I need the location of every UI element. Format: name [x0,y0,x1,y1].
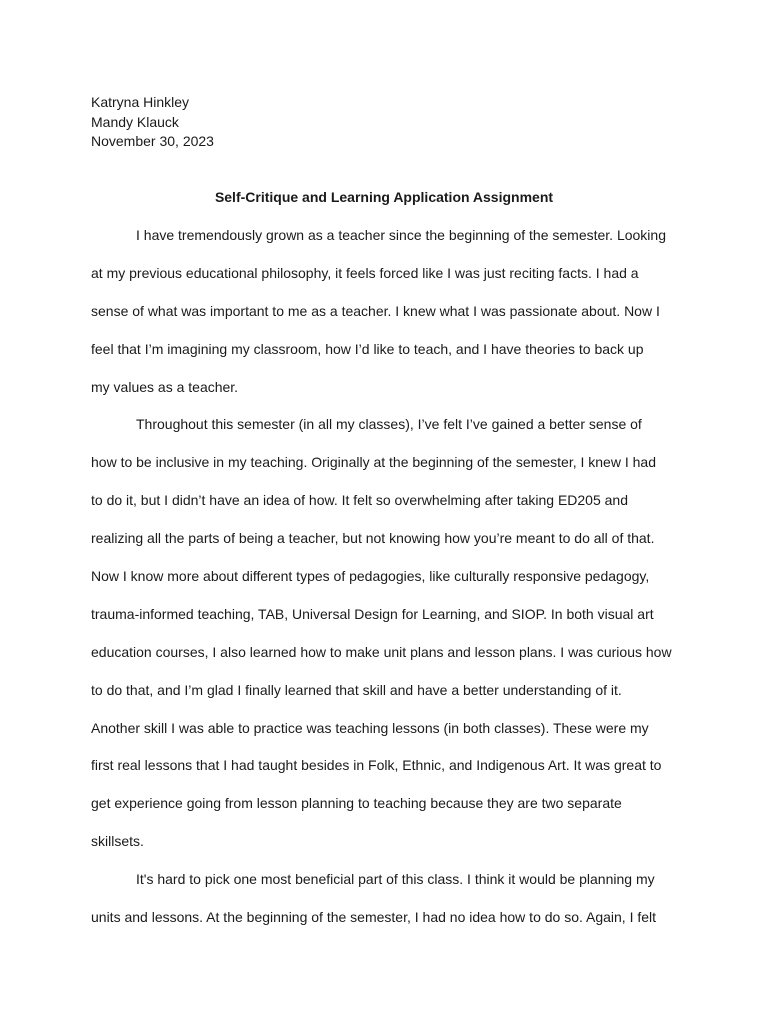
paragraph-1-line-3: sense of what was important to me as a teacher. I knew what I was passionate about. Now I [91,302,660,319]
paragraph-2-line-2: how to be inclusive in my teaching. Originally at the beginning of the semester, I knew I had [91,454,656,471]
paragraph-1-line-5: my values as a teacher. [91,378,239,395]
paragraph-2-line-11: get experience going from lesson planning to teaching because they are two separate [91,795,622,812]
paragraph-1-line-1: I have tremendously grown as a teacher since the beginning of the semester. Looking [136,227,666,243]
document-title: Self-Critique and Learning Application Assignment [214,189,554,205]
paragraph-2-line-4: realizing all the parts of being a teacher, but not knowing how you’re meant to do all of that. [91,530,655,547]
paragraph-2-line-8: to do that, and I’m glad I finally learned that skill and have a better understanding of it. [91,681,622,698]
paragraph-2-line-3: to do it, but I didn’t have an idea of how. It felt so overwhelming after taking ED205 and [91,492,628,509]
paragraph-2-line-5: Now I know more about different types of pedagogies, like culturally responsive pedagogy, [91,568,650,585]
paragraph-2-line-6: trauma-informed teaching, TAB, Universal Design for Learning, and SIOP. In both visual art [91,605,654,622]
paragraph-3-line-2: units and lessons. At the beginning of the semester, I had no idea how to do so. Again, I felt [91,909,657,926]
document-header [91,93,691,152]
paragraph-2-line-1: Throughout this semester (in all my classes), I’ve felt I’ve gained a better sense of [136,416,642,433]
paragraph-2-line-7: education courses, I also learned how to make unit plans and lesson plans. I was curious how [91,643,672,660]
instructor-name: Mandy Klauck [91,113,179,130]
paragraph-1-line-4: feel that I’m imagining my classroom, how I’d like to teach, and I have theories to back up [91,340,644,357]
student-name: Katryna Hinkley [91,94,190,110]
paragraph-3-line-1: It's hard to pick one most beneficial part of this class. I think it would be planning my [136,871,655,888]
paragraph-2-line-12: skillsets. [91,833,144,850]
document-date: November 30, 2023 [91,133,214,149]
paragraph-2-line-9: Another skill I was able to practice was teaching lessons (in both classes). These were my [91,719,649,736]
paragraph-1-line-2: at my previous educational philosophy, it feels forced like I was just reciting facts. I had a [91,264,639,281]
paragraph-2-line-10: first real lessons that I had taught besides in Folk, Ethnic, and Indigenous Art. It was great to [91,757,662,774]
document-body [91,225,681,945]
